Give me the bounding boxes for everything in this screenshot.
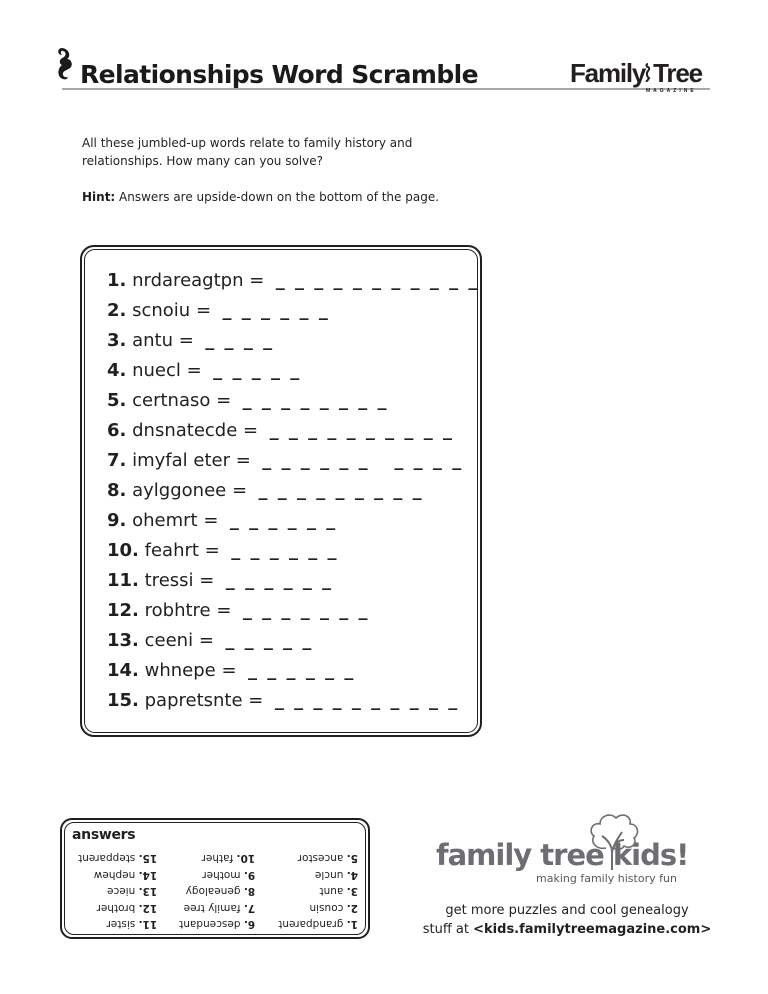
puzzle-item <box>107 326 479 356</box>
answer-item <box>157 850 255 866</box>
answer-blanks[interactable]: _ _ _ _ _ _ _ _ _ _ <box>269 420 454 441</box>
equals: = <box>215 660 243 681</box>
item-number: 12. <box>107 600 139 621</box>
scrambled-word: ceeni <box>144 630 194 651</box>
puzzle-item <box>107 566 479 596</box>
answer-item <box>74 866 157 882</box>
answer-item <box>157 899 255 915</box>
intro-text: All these jumbled-up words relate to family history and relationships. How many can you solve? <box>82 136 413 168</box>
answer-number: 3. <box>346 885 358 898</box>
equals: = <box>226 480 253 501</box>
equals: = <box>198 540 226 561</box>
item-number: 11. <box>107 570 139 591</box>
seahorse-icon <box>645 60 653 86</box>
answer-text: nephew <box>93 868 139 881</box>
promo-text <box>412 901 722 939</box>
hint-text <box>82 188 439 206</box>
family-tree-magazine-logo <box>570 58 712 94</box>
answer-blanks[interactable]: _ _ _ _ _ _ _ _ _ <box>258 480 424 501</box>
answer-text: descendant <box>179 918 244 930</box>
answer-item <box>157 916 255 932</box>
puzzle-item <box>107 506 479 536</box>
page-title: Relationships Word Scramble <box>80 60 478 89</box>
equals: = <box>197 510 225 531</box>
puzzle-item <box>107 656 479 686</box>
answer-blanks[interactable]: _ _ _ _ _ _ <box>225 570 334 591</box>
equals: = <box>193 630 220 651</box>
answer-blanks[interactable]: _ _ _ _ _ _ <box>231 540 339 561</box>
answer-blanks[interactable]: _ _ _ _ _ <box>213 360 302 381</box>
answer-item <box>255 866 358 882</box>
answers-column <box>74 850 157 932</box>
answer-number: 14. <box>138 868 158 881</box>
scrambled-word: nuecl <box>132 360 181 381</box>
answer-item <box>74 916 157 932</box>
equals: = <box>237 420 264 441</box>
answers-column <box>255 850 358 932</box>
answer-blanks[interactable]: _ _ _ _ _ _ <box>248 660 356 681</box>
kids-tagline: making family history fun <box>536 872 677 885</box>
equals: = <box>230 450 257 471</box>
answers-column <box>157 850 255 932</box>
scrambled-word: dnsnatecde <box>132 420 238 441</box>
answer-blanks[interactable]: _ _ _ _ _ _ <box>222 300 330 321</box>
scrambled-word: scnoiu <box>132 300 191 321</box>
puzzle-item <box>107 416 479 446</box>
equals: = <box>193 570 221 591</box>
answer-number: 2. <box>346 901 358 914</box>
brand-name-left: Family <box>570 58 646 88</box>
item-number: 15. <box>107 690 139 711</box>
puzzle-item <box>107 266 479 296</box>
scrambled-word: antu <box>132 330 174 351</box>
puzzle-item <box>107 596 479 626</box>
answer-text: genealogy <box>185 885 244 898</box>
answer-number: 8. <box>243 885 256 898</box>
answer-number: 7. <box>243 901 256 914</box>
puzzle-item <box>107 296 479 326</box>
answer-number: 5. <box>346 852 358 865</box>
scrambled-word: ohemrt <box>132 510 198 531</box>
answers-title: answers <box>72 827 136 843</box>
answer-text: brother <box>96 901 139 914</box>
item-number: 13. <box>107 630 139 651</box>
answer-number: 9. <box>243 868 256 881</box>
answer-blanks[interactable]: _ _ _ _ _ _ _ _ _ _ _ <box>275 270 480 291</box>
answer-item <box>255 916 358 932</box>
answer-blanks[interactable]: _ _ _ _ _ _ <box>229 510 338 531</box>
puzzle-item <box>107 356 479 386</box>
scrambled-word: aylggonee <box>132 480 227 501</box>
answer-text: uncle <box>314 868 347 881</box>
answer-item <box>255 899 358 915</box>
scrambled-word: imyfal eter <box>132 450 230 471</box>
hint-body: Answers are upside-down on the bottom of the page. <box>115 190 440 204</box>
answer-blanks[interactable]: _ _ _ _ _ _ _ _ _ _ <box>262 450 464 471</box>
scrambled-word: nrdareagtpn <box>132 270 244 291</box>
scrambled-word: robhtre <box>144 600 211 621</box>
answer-text: father <box>201 852 237 865</box>
puzzle-item <box>107 446 479 476</box>
answer-number: 6. <box>243 918 256 930</box>
promo-line-2 <box>412 920 722 939</box>
answer-blanks[interactable]: _ _ _ _ _ _ _ _ _ _ <box>274 690 460 711</box>
equals: = <box>180 360 208 381</box>
answer-item <box>157 866 255 882</box>
item-number: 8. <box>107 480 127 501</box>
answer-item <box>74 883 157 899</box>
item-number: 14. <box>107 660 139 681</box>
item-number: 7. <box>107 450 127 471</box>
item-number: 4. <box>107 360 127 381</box>
answer-item <box>74 899 157 915</box>
family-tree-kids-logo <box>432 806 712 896</box>
answer-text: grandparent <box>278 918 347 930</box>
answer-item <box>74 850 157 866</box>
equals: = <box>243 270 271 291</box>
item-number: 2. <box>107 300 127 321</box>
answer-text: family tree <box>183 901 244 914</box>
answer-text: sister <box>106 918 139 930</box>
brand-subtitle: MAGAZINE <box>646 88 697 94</box>
answer-number: 10. <box>236 852 256 865</box>
answer-number: 1. <box>346 918 358 930</box>
scrambled-word: certnaso <box>132 390 211 411</box>
promo-line-1: get more puzzles and cool genealogy <box>445 903 689 918</box>
scrambled-word: whnepe <box>144 660 216 681</box>
answer-text: mother <box>202 868 244 881</box>
equals: = <box>173 330 200 351</box>
answer-number: 12. <box>138 901 158 914</box>
answer-text: cousin <box>309 901 347 914</box>
puzzle-item <box>107 386 479 416</box>
equals: = <box>210 390 237 411</box>
answer-item <box>157 883 255 899</box>
scrambled-word: feahrt <box>144 540 199 561</box>
item-number: 1. <box>107 270 127 291</box>
kids-website-link[interactable]: <kids.familytreemagazine.com> <box>473 922 712 937</box>
answer-number: 4. <box>346 868 358 881</box>
answer-item <box>255 850 358 866</box>
seahorse-swirl-icon <box>54 44 76 90</box>
puzzle-item <box>107 476 479 506</box>
scrambled-word: papretsnte <box>144 690 243 711</box>
scrambled-word: tressi <box>144 570 194 591</box>
puzzle-item <box>107 536 479 566</box>
answer-blanks[interactable]: _ _ _ _ _ <box>225 630 314 651</box>
equals: = <box>210 600 238 621</box>
item-number: 10. <box>107 540 139 561</box>
equals: = <box>190 300 217 321</box>
item-number: 5. <box>107 390 127 411</box>
answer-blanks[interactable]: _ _ _ _ _ _ _ _ <box>242 390 389 411</box>
item-number: 6. <box>107 420 127 441</box>
answer-text: aunt <box>319 885 347 898</box>
equals: = <box>242 690 270 711</box>
answer-blanks[interactable]: _ _ _ _ <box>205 330 275 351</box>
answer-number: 15. <box>138 852 158 865</box>
answer-text: stepparent <box>78 852 139 865</box>
title-area <box>54 44 478 90</box>
hint-label: Hint: <box>82 190 116 204</box>
puzzle-item <box>107 686 479 716</box>
puzzle-list <box>107 266 479 716</box>
item-number: 3. <box>107 330 127 351</box>
promo-prefix: stuff at <box>422 922 474 937</box>
answer-number: 11. <box>138 918 158 930</box>
answer-number: 13. <box>138 885 158 898</box>
item-number: 9. <box>107 510 127 531</box>
answer-item <box>255 883 358 899</box>
answers-upside-down <box>74 850 358 932</box>
brand-name-right: Tree <box>653 58 702 88</box>
kids-logo-text: family tree kids! <box>436 838 689 872</box>
puzzle-item <box>107 626 479 656</box>
answer-text: ancestor <box>297 852 347 865</box>
answer-text: niece <box>107 885 139 898</box>
answer-blanks[interactable]: _ _ _ _ _ _ _ <box>242 600 370 621</box>
